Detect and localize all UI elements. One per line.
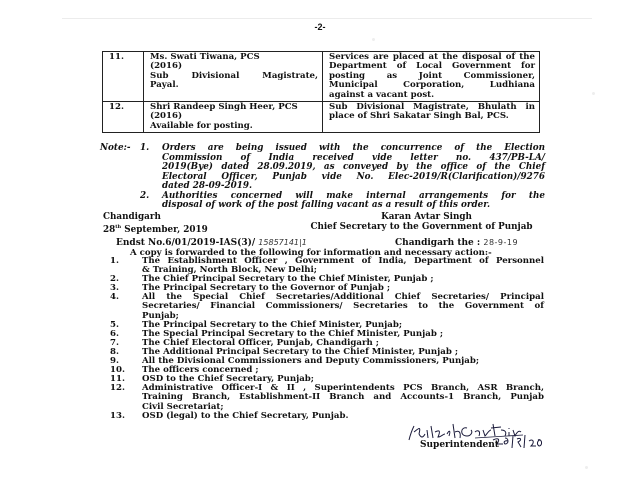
note-item — [100, 144, 545, 192]
recipient-number: 11. — [110, 374, 125, 385]
recipient-number: 5. — [110, 319, 119, 330]
serial-number: 11. — [103, 52, 144, 102]
recipient-number: 10. — [110, 365, 125, 376]
recipient-item — [110, 257, 544, 275]
signatory-designation: Chief Secretary to the Government of Punjab — [310, 222, 533, 232]
endorsement-number — [116, 238, 307, 248]
issue-place: Chandigarh — [103, 212, 161, 222]
recipient-line: The Establishment Officer , Government of India, Department of Personnel — [142, 256, 544, 266]
posting-line: against a vacant post. — [329, 89, 435, 100]
recipient-number: 12. — [110, 383, 125, 394]
recipient-line: Secretaries/ Financial Commissioners/ Secretaries to the Government of — [142, 301, 544, 312]
recipient-line: Civil Secretariat; — [142, 401, 224, 412]
recipient-line: OSD (legal) to the Chief Secretary, Punjab. — [142, 410, 349, 421]
endorsement-number-handwritten: 15857141|1 — [258, 238, 307, 247]
recipient-number: 3. — [110, 283, 119, 294]
recipient-line: The Additional Principal Secretary to the Chief Minister, Punjab ; — [142, 346, 459, 357]
posting-cell — [323, 102, 540, 133]
endorsement-place-label: Chandigarh the : — [395, 238, 484, 248]
page-number: -2- — [314, 22, 326, 32]
note-line: dated 28-09-2019. — [162, 181, 253, 191]
recipient-text — [142, 384, 544, 411]
recipient-line: All the Special Chief Secretaries/Additional Chief Secretaries/ Principal — [142, 292, 544, 303]
scan-speck — [585, 466, 588, 469]
recipient-text — [142, 257, 544, 275]
recipient-number: 6. — [110, 328, 119, 339]
note-label: Note:- — [100, 143, 131, 153]
posting-cell — [323, 52, 540, 102]
recipient-line: The Principal Secretary to the Governor of Punjab ; — [142, 283, 391, 294]
officer-current-post: Sub Divisional Magistrate, — [150, 70, 318, 81]
note-line: Authorities concerned will make internal arrangements for the — [162, 190, 545, 201]
recipient-line: The Principal Secretary to the Chief Minister, Punjab; — [142, 319, 403, 330]
recipient-number: 8. — [110, 346, 119, 357]
signatory-block — [300, 212, 543, 232]
recipient-number: 7. — [110, 337, 119, 348]
recipient-line: All the Divisional Commissioners and Deputy Commissioners, Punjab; — [142, 356, 480, 367]
issue-date-day: 28 — [103, 224, 116, 235]
recipient-line: Administrative Officer-I & II , Superintendents PCS Branch, ASR Branch, — [142, 383, 544, 394]
posting-line: Municipal Corporation, Ludhiana — [329, 80, 535, 91]
endorsement-date-handwritten: 28-9-19 — [483, 238, 519, 247]
officer-status: Available for posting. — [150, 120, 253, 131]
posting-line: Services are placed at the disposal of the — [329, 52, 535, 62]
officer-name: Ms. Swati Tiwana, PCS — [150, 52, 260, 62]
note-number: 2. — [140, 190, 150, 201]
recipient-line: The Chief Principal Secretary to the Chief Minister, Punjab ; — [142, 274, 434, 285]
recipient-number: 1. — [110, 256, 119, 266]
note-line: Electoral Officer, Punjab vide No. Elec-2019/R(Clarification)/9276 — [162, 171, 545, 182]
table-row — [103, 52, 540, 102]
forwarding-intro: A copy is forwarded to the following for information and necessary action:- — [130, 248, 492, 258]
issue-date-month-year: September, 2019 — [121, 224, 208, 235]
officer-name: Shri Randeep Singh Heer, PCS — [150, 102, 298, 113]
issue-date — [103, 222, 208, 235]
serial-number: 12. — [103, 102, 144, 133]
orders-table — [102, 51, 540, 133]
recipient-text — [142, 293, 544, 320]
recipient-line: OSD to the Chief Secretary, Punjab; — [142, 374, 314, 385]
note-text — [162, 144, 545, 192]
note-text — [162, 192, 545, 211]
scan-speck — [372, 38, 375, 41]
recipient-line: The officers concerned ; — [142, 365, 259, 376]
posting-line: place of Shri Sakatar Singh Bal, PCS. — [329, 111, 509, 122]
recipient-line: The Chief Electoral Officer, Punjab, Chandigarh ; — [142, 337, 379, 348]
recipient-number: 13. — [110, 410, 125, 421]
note-line: Commission of India received vide letter no. 437/PB-LA/ — [162, 152, 545, 163]
recipient-list — [110, 257, 544, 421]
officer-batch: (2016) — [150, 111, 183, 122]
posting-line: Department of Local Government for — [329, 61, 535, 72]
endorsement-date — [395, 238, 518, 248]
superintendent-designation: Superintendent — [420, 440, 499, 450]
officer-cell — [144, 52, 323, 102]
posting-line: Sub Divisional Magistrate, Bhulath in — [329, 102, 535, 113]
note-number: 1. — [140, 143, 150, 153]
posting-line: posting as Joint Commissioner, — [329, 70, 535, 81]
table-row — [103, 102, 540, 133]
recipient-number: 2. — [110, 274, 119, 285]
endorsement-number-printed: Endst No.6/01/2019-IAS(3)/ — [116, 238, 259, 248]
recipient-line: The Special Principal Secretary to the Chief Minister, Punjab ; — [142, 328, 444, 339]
note-item — [100, 192, 545, 211]
note-line: Orders are being issued with the concurrence of the Election — [162, 143, 545, 153]
officer-current-place: Payal. — [150, 80, 179, 91]
issue-place-date — [103, 212, 208, 235]
scan-speck — [592, 92, 595, 95]
officer-cell — [144, 102, 323, 133]
issue-date-suffix: th — [115, 224, 122, 230]
recipient-line: & Training, North Block, New Delhi; — [142, 265, 317, 276]
signatory-name: Karan Avtar Singh — [381, 212, 472, 222]
recipient-number: 4. — [110, 292, 119, 303]
recipient-item — [110, 293, 544, 320]
recipient-line: Punjab; — [142, 310, 179, 321]
recipient-item — [110, 384, 544, 411]
notes-section — [100, 144, 545, 211]
officer-batch: (2016) — [150, 61, 183, 72]
note-line: 2019(Bye) dated 28.09.2019, as conveyed by the office of the Chief — [162, 162, 545, 172]
scan-edge-line — [62, 18, 592, 19]
recipient-line: Training Branch, Establishment-II Branch and Accounts-1 Branch, Punjab — [142, 392, 544, 403]
recipient-number: 9. — [110, 356, 119, 367]
note-line: disposal of work of the post falling vacant as a result of this order. — [162, 200, 491, 210]
